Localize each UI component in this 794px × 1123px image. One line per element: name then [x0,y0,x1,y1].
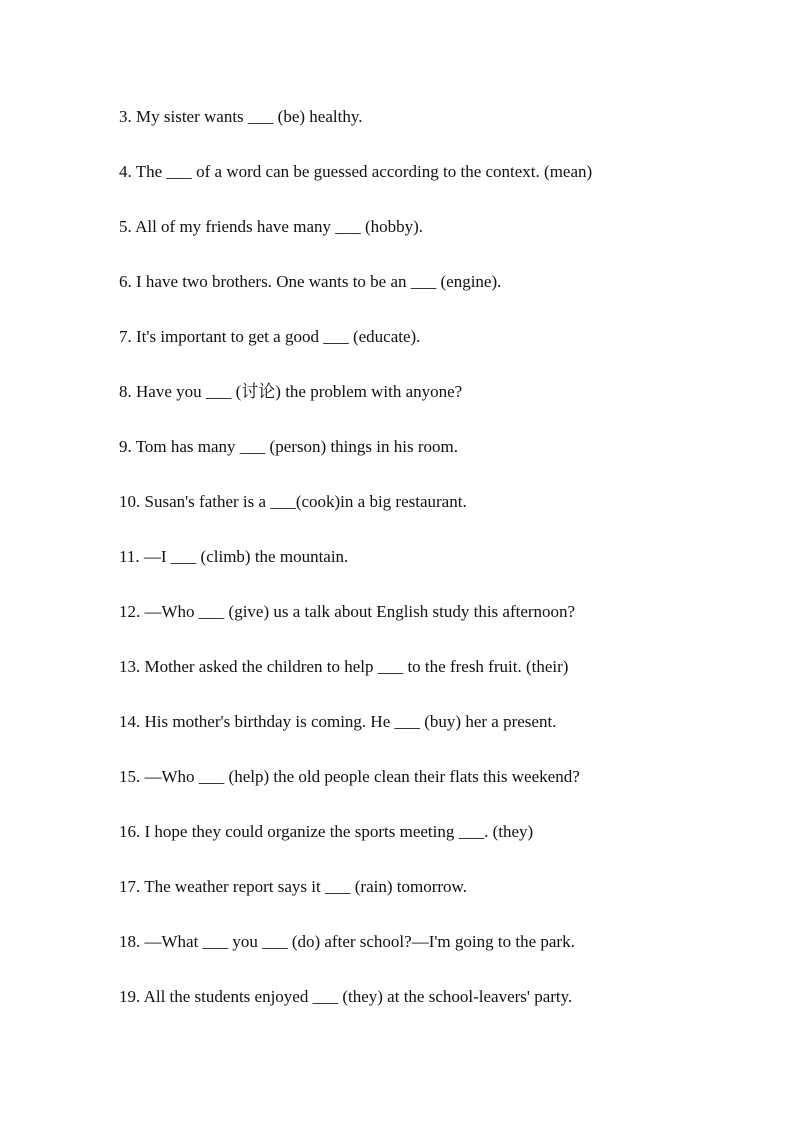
question-item [119,379,739,434]
question-item [119,104,739,159]
question-number: 4. [119,162,132,181]
question-text: The ___ of a word can be guessed according to the context. (mean) [135,162,593,181]
question-item [119,214,739,269]
question-text: All of my friends have many ___ (hobby). [135,217,424,236]
question-text: Susan's father is a ___(cook)in a big restaurant. [144,492,467,511]
question-number: 18. [119,932,141,951]
question-item [119,599,739,654]
question-number: 3. [119,107,132,126]
question-text: My sister wants ___ (be) healthy. [136,107,363,126]
question-text: It's important to get a good ___ (educate). [136,327,421,346]
question-number: 11. [119,547,140,566]
question-text: —Who ___ (give) us a talk about English study this afternoon? [144,602,576,621]
question-item [119,159,739,214]
question-item [119,984,739,1039]
question-item [119,434,739,489]
question-number: 6. [119,272,132,291]
question-text: Mother asked the children to help ___ to the fresh fruit. (their) [144,657,569,676]
question-number: 7. [119,327,132,346]
question-text: I have two brothers. One wants to be an ___ (engine). [136,272,502,291]
question-number: 10. [119,492,141,511]
question-item [119,269,739,324]
question-item [119,929,739,984]
question-number: 12. [119,602,141,621]
question-text: His mother's birthday is coming. He ___ (buy) her a present. [144,712,557,731]
question-item [119,544,739,599]
question-text: I hope they could organize the sports meeting ___. (they) [144,822,534,841]
question-number: 19. [119,987,141,1006]
question-number: 17. [119,877,141,896]
question-text: Have you ___ (讨论) the problem with anyone? [136,382,463,401]
question-number: 13. [119,657,141,676]
question-text: All the students enjoyed ___ (they) at the school-leavers' party. [143,987,573,1006]
question-item [119,709,739,764]
question-number: 15. [119,767,141,786]
question-number: 16. [119,822,141,841]
question-number: 14. [119,712,141,731]
question-text: —Who ___ (help) the old people clean their flats this weekend? [144,767,580,786]
question-item [119,764,739,819]
question-item [119,654,739,709]
question-number: 9. [119,437,132,456]
question-text: —I ___ (climb) the mountain. [143,547,349,566]
question-item [119,324,739,379]
question-number: 5. [119,217,132,236]
question-number: 8. [119,382,132,401]
question-item [119,874,739,929]
question-list [119,104,739,1039]
question-text: Tom has many ___ (person) things in his room. [135,437,458,456]
question-item [119,489,739,544]
question-text: The weather report says it ___ (rain) tomorrow. [144,877,467,896]
question-item [119,819,739,874]
question-text: —What ___ you ___ (do) after school?—I'm going to the park. [144,932,575,951]
